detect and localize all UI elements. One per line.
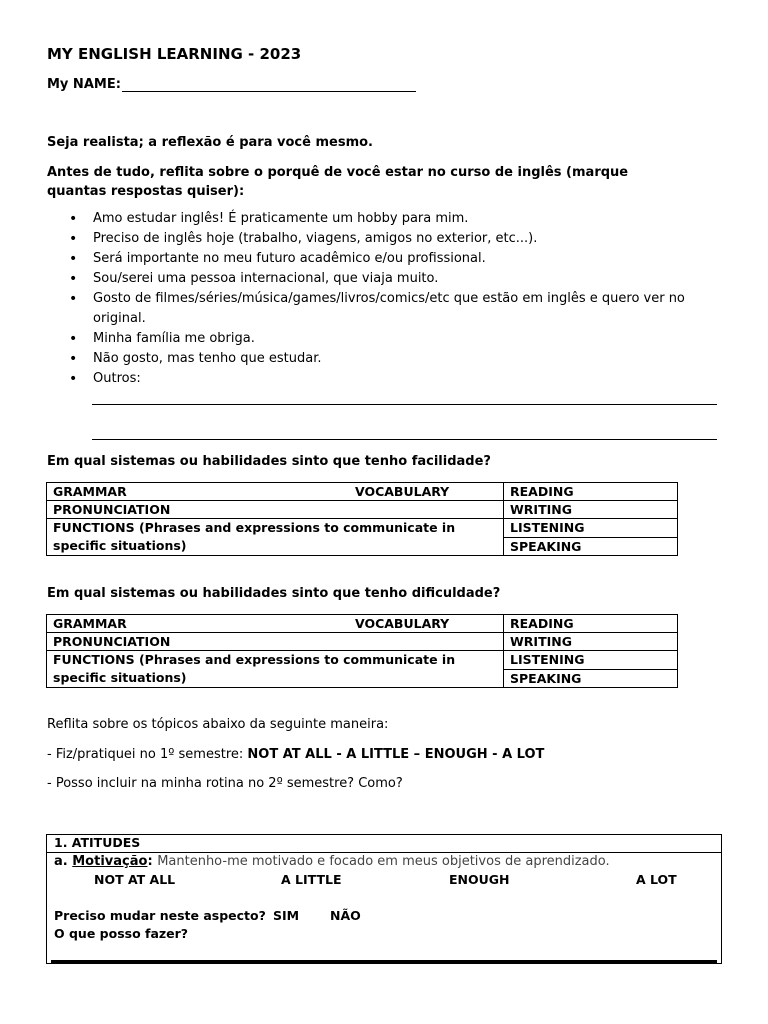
writing-cell[interactable]: WRITING xyxy=(504,633,678,651)
attitudes-heading: 1. ATITUDES xyxy=(54,835,141,850)
reasons-list xyxy=(47,209,687,389)
yes-option[interactable]: SIM xyxy=(273,908,300,923)
list-item[interactable]: • Não gosto, mas tenho que estudar. xyxy=(47,349,687,369)
others-line-2[interactable] xyxy=(92,439,717,440)
speaking-cell[interactable]: SPEAKING xyxy=(504,669,678,688)
scale-a-little[interactable]: A LITTLE xyxy=(281,872,342,887)
grammar-vocab-cell[interactable] xyxy=(47,615,504,633)
no-option[interactable]: NÃO xyxy=(330,908,361,923)
listening-cell[interactable]: LISTENING xyxy=(504,651,678,670)
speaking-cell[interactable]: SPEAKING xyxy=(504,537,678,556)
others-line-1[interactable] xyxy=(92,404,717,405)
attitudes-header-row xyxy=(47,835,721,853)
scale-enough[interactable]: ENOUGH xyxy=(449,872,510,887)
reflect-line-1-prefix: - Fiz/pratiquei no 1º semestre: xyxy=(47,747,248,762)
list-item[interactable]: • Gosto de filmes/séries/música/games/livros/comics/etc que estão em inglês e quero ver no original. xyxy=(47,289,687,329)
vocabulary-label: VOCABULARY xyxy=(355,484,450,499)
functions-cell[interactable]: FUNCTIONS (Phrases and expressions to communicate in specific situations) xyxy=(47,651,504,688)
grammar-label: GRAMMAR xyxy=(53,484,127,499)
change-question: Preciso mudar neste aspecto? xyxy=(54,908,266,923)
list-item[interactable]: • Minha família me obriga. xyxy=(47,329,687,349)
scale-not-at-all[interactable]: NOT AT ALL xyxy=(94,872,176,887)
item-prefix: a. xyxy=(54,854,73,869)
reflect-line-1 xyxy=(47,747,544,762)
page-title: MY ENGLISH LEARNING - 2023 xyxy=(47,45,302,63)
what-to-do-label: O que posso fazer? xyxy=(54,926,189,941)
question-why: Antes de tudo, reflita sobre o porquê de você estar no curso de inglês (marque quantas respostas quiser): xyxy=(47,165,629,199)
intro-text: Seja realista; a reflexão é para você mesmo. xyxy=(47,135,373,150)
writing-cell[interactable]: WRITING xyxy=(504,501,678,519)
facility-table xyxy=(46,482,678,556)
item-colon: : xyxy=(147,854,158,869)
reflect-intro: Reflita sobre os tópicos abaixo da seguinte maneira: xyxy=(47,717,389,732)
difficulty-table xyxy=(46,614,678,688)
reading-cell[interactable]: READING xyxy=(504,615,678,633)
pronunciation-cell[interactable]: PRONUNCIATION xyxy=(47,501,504,519)
grammar-vocab-cell[interactable] xyxy=(47,483,504,501)
motivation-text: Mantenho-me motivado e focado em meus objetivos de aprendizado. xyxy=(157,854,610,869)
motivation-item xyxy=(54,854,610,869)
functions-cell[interactable]: FUNCTIONS (Phrases and expressions to communicate in specific situations) xyxy=(47,519,504,556)
scale-a-lot[interactable]: A LOT xyxy=(636,872,677,887)
attitudes-section xyxy=(46,834,722,964)
facility-question: Em qual sistemas ou habilidades sinto que tenho facilidade? xyxy=(47,454,491,469)
list-item[interactable]: • Outros: xyxy=(47,369,687,389)
reflect-line-2: - Posso incluir na minha rotina no 2º semestre? Como? xyxy=(47,776,403,791)
list-item[interactable]: • Sou/serei uma pessoa internacional, que viaja muito. xyxy=(47,269,687,289)
listening-cell[interactable]: LISTENING xyxy=(504,519,678,538)
list-item[interactable]: • Preciso de inglês hoje (trabalho, viagens, amigos no exterior, etc...). xyxy=(47,229,687,249)
list-item[interactable]: • Amo estudar inglês! É praticamente um hobby para mim. xyxy=(47,209,687,229)
vocabulary-label: VOCABULARY xyxy=(355,616,450,631)
difficulty-question: Em qual sistemas ou habilidades sinto que tenho dificuldade? xyxy=(47,586,501,601)
pronunciation-cell[interactable]: PRONUNCIATION xyxy=(47,633,504,651)
name-label: My NAME: xyxy=(47,77,121,92)
reflect-scale: NOT AT ALL - A LITTLE – ENOUGH - A LOT xyxy=(247,747,545,762)
grammar-label: GRAMMAR xyxy=(53,616,127,631)
reading-cell[interactable]: READING xyxy=(504,483,678,501)
list-item[interactable]: • Será importante no meu futuro acadêmico e/ou profissional. xyxy=(47,249,687,269)
name-field-line[interactable] xyxy=(122,91,416,92)
motivation-title: Motivação xyxy=(72,854,148,869)
answer-line[interactable] xyxy=(51,960,717,963)
